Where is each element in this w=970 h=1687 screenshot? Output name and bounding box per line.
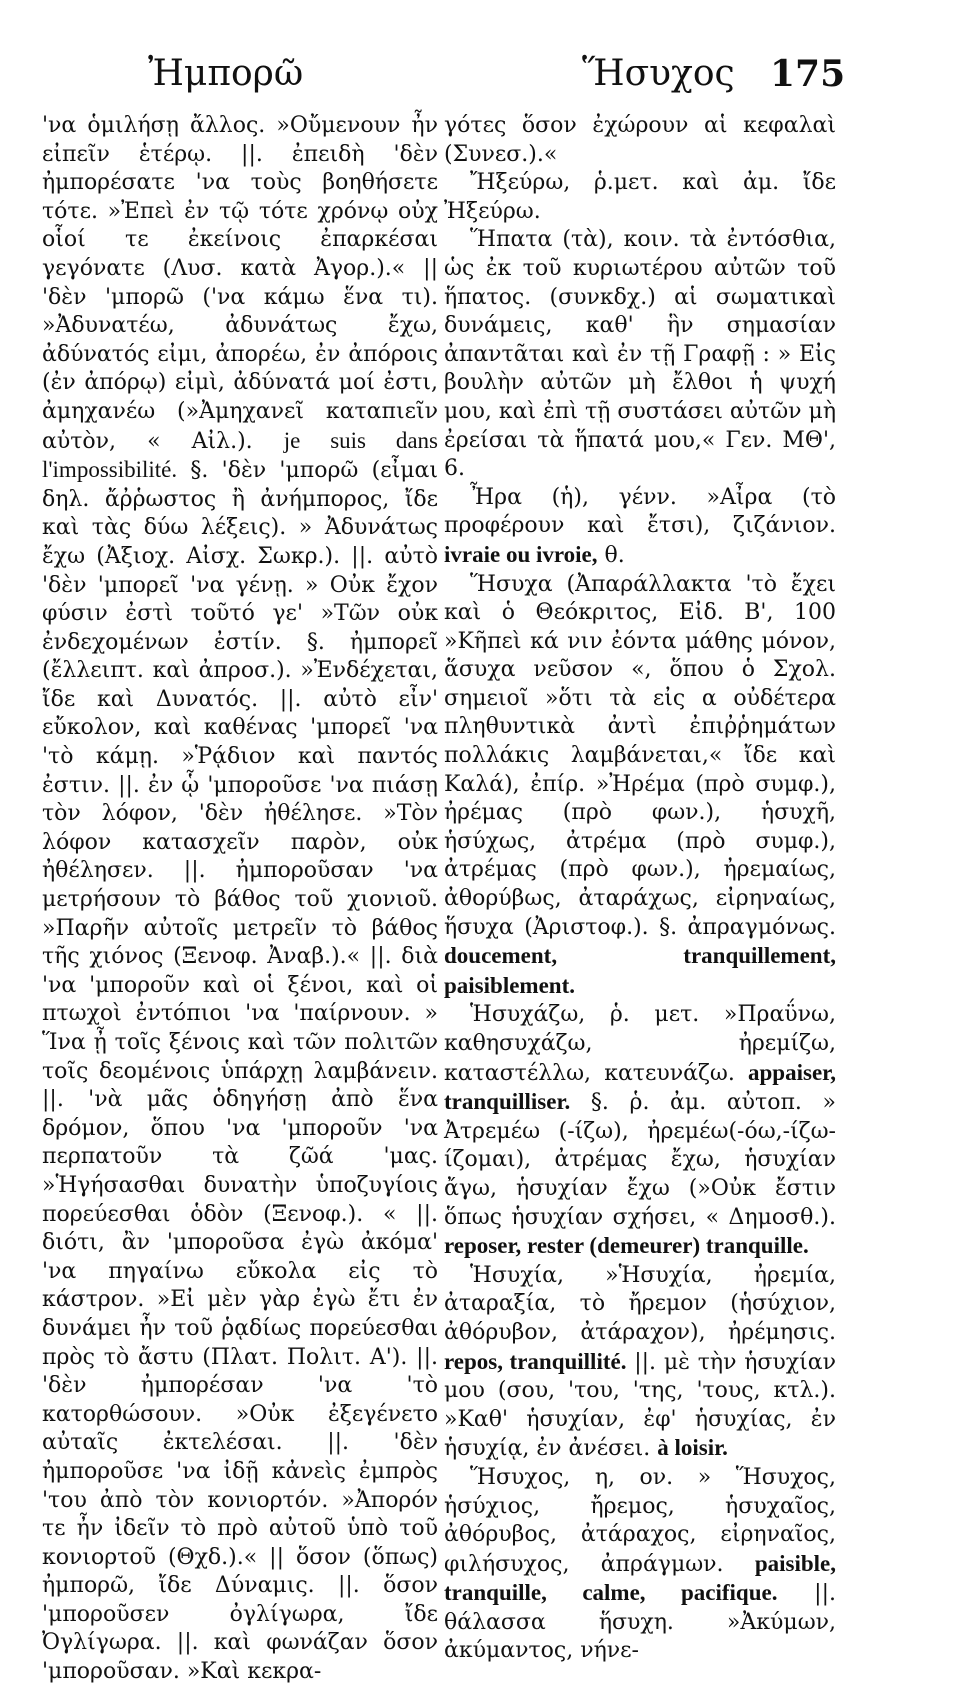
entry-text: 'να ὁμιλήσῃ ἄλλος. »Οὔμενουν ἦν εἰπεῖν ἑτέρῳ. ||. ἐπειδὴ 'δὲν ἠμπορέσατε 'να τοὺς βοηθήσετε τότε. »Ἐπεὶ ἐν τῷ τότε χρόνῳ οὐχ οἷοί τε ἐκείνοις ἐπαρκέσαι γεγόνατε (Λυσ. κατὰ Ἀγορ.).« || 'δὲν 'μπορῶ ('να κάμω ἕνα τι). »Ἀδυνατέω, ἀδυνάτως ἔχω, ἀδύνατός εἰμι, ἀπορέω, ἐν ἀπόροις (ἐν ἀπόρῳ) εἰμὶ, ἀδύνατά μοί ἐστι, ἀμηχανέω (»Ἀμηχανεῖ καταπιεῖν αὐτὸν, « Αἰλ.). bbox=[42, 113, 438, 454]
entry-text: Ἦρα (ἡ), γένν. »Αἶρα (τὸ προφέρουν καὶ ἔτσι), ζιζάνιον. bbox=[444, 484, 836, 539]
french-gloss: doucement, tranquillement, paisiblement. bbox=[444, 943, 836, 998]
french-gloss: ivraie ou ivroie, bbox=[444, 541, 598, 567]
header-left-headword: Ἠμπορῶ bbox=[148, 53, 304, 94]
entry-isycha bbox=[444, 571, 836, 1002]
entry-text: Ἡσυχάζω, ῥ. μετ. »Πραΰνω, καθησυχάζω, ἠρεμίζω, καταστέλλω, κατευνάζω. bbox=[444, 1002, 836, 1086]
entry-text: ||. θάλασσα ἥσυχη. »Ἀκύμων, ἀκύμαντος, νήνε- bbox=[444, 1581, 836, 1664]
entry-text: §. ῥ. ἀμ. αὐτοπ. » Ἀτρεμέω (-ίζω), ἠρεμέω(-όω,-ίζω-ίζομαι), ἀτρέμας ἔχω, ἡσυχίαν ἄγω, ἡσυχίαν ἔχω (»Οὐκ ἔστιν ὅπως ἡσυχίαν σχήσει, « Δημοσθ.). bbox=[444, 1090, 836, 1230]
french-gloss: reposer, rester (demeurer) tranquille. bbox=[444, 1233, 809, 1259]
entry-isychazo bbox=[444, 1001, 836, 1261]
entry-text: §. 'δὲν 'μπορῶ (εἶμαι δηλ. ἄῤῥωστος ἢ ἀνήμπορος, ἴδε καὶ τὰς δύω λέξεις). » Ἀδυνάτως ἔχω (Ἀξιοχ. Αἰσχ. Σωκρ.). ||. αὐτὸ 'δὲν 'μπορεῖ 'να γένῃ. » Οὐκ ἔχον φύσιν ἐστὶ τοῦτό γε' »Τῶν οὐκ ἐνδεχομένων ἐστίν. §. ἠμπορεῖ (ἔλλειπτ. καὶ ἀπροσ.). »Ἐνδέχεται, ἴδε καὶ Δυνατός. ||. αὐτὸ εἶν' εὔκολον, καὶ καθένας 'μπορεῖ 'να 'τὸ κάμῃ. »Ῥᾴδιον καὶ παντός ἐστιν. ||. ἐν ᾧ 'μποροῦσε 'να πιάσῃ τὸν λόφον, 'δὲν ἠθέλησε. »Τὸν λόφον κατασχεῖν παρὸν, οὐκ ἠθέλησεν. ||. ἠμποροῦσαν 'να μετρήσουν τὸ βάθος τοῦ χιονιοῦ. »Παρῆν αὐτοῖς μετρεῖν τὸ βάθος τῆς χιόνος (Ξενοφ. Ἀναβ.).« ||. διὰ 'να 'μποροῦν καὶ οἱ ξένοι, καὶ οἱ πτωχοὶ ἐντόπιοι 'να 'παίρνουν. » Ἵνα ᾖ τοῖς ξένοις καὶ τῶν πολιτῶν τοῖς δεομένοις ὑπάρχῃ λαμβάνειν. ||. 'νὰ μᾶς ὁδηγήσῃ ἀπὸ ἕνα δρόμον, ὅπου 'να 'μποροῦν 'να περπατοῦν τὰ ζῶά 'μας. »Ἡγήσασθαι δυνατὴν ὑποζυγίοις πορεύεσθαι ὁδὸν (Ξενοφ.). « ||. διότι, ἂν 'μποροῦσα ἐγὼ ἀκόμα' 'να πηγαίνω εὔκολα εἰς τὸ κάστρον. »Εἰ μὲν γὰρ ἐγὼ ἔτι ἐν δυνάμει ἦν τοῦ ῥᾳδίως πορεύεσθαι πρὸς τὸ ἄστυ (Πλατ. Πολιτ. Α'). ||. 'δὲν ἠμπορέσαν 'να 'τὸ κατορθώσουν. »Οὐκ ἐξεγένετο αὐταῖς ἐκτελέσαι. ||. 'δὲν ἠμποροῦσε 'να ἰδῇ κἀνεὶς ἐμπρὸς 'του ἀπὸ τὸν κονιορτόν. »Ἀπορόν τε ἦν ἰδεῖν τὸ πρὸ αὐτοῦ ὑπὸ τοῦ κονιορτοῦ (Θχδ.).« || ὅσον (ὅπως) ἠμπορῶ, ἴδε Δύναμις. ||. ὅσον 'μποροῦσεν ὀγλίγωρα, ἴδε Ὀγλίγωρα. ||. καὶ φωνάζαν ὅσον 'μποροῦσαν. »Καὶ κεκρα- bbox=[42, 458, 438, 1685]
entry-text: Ἡσυχία, »Ἡσυχία, ἠρεμία, ἀταραξία, τὸ ἤρεμον (ἡσύχιον, ἀθόρυβον, ἀτάραχον), ἠρέμησις. bbox=[444, 1262, 836, 1345]
entry-ixevro: Ἤξεύρω, ῥ.μετ. καὶ ἀμ. ἴδε Ἠξεύρω. bbox=[444, 170, 836, 224]
entry-text: ||. μὲ τὴν ἡσυχίαν μου (σου, 'του, 'της, 'τους, κτλ.). »Καθ' ἡσυχίαν, ἐφ' ἡσυχίας, ἐν ἡσυχίᾳ, ἐν ἀνέσει. bbox=[444, 1349, 836, 1462]
right-column bbox=[444, 112, 836, 1666]
french-gloss: appaiser, tranquilliser. bbox=[444, 1059, 836, 1115]
entry-ira bbox=[444, 484, 836, 571]
entry-isychos bbox=[444, 1464, 836, 1666]
page-number: 175 bbox=[770, 53, 846, 95]
header-right-headword: Ἥσυχος bbox=[582, 53, 735, 94]
french-gloss: je suis dans l'impossibilité. bbox=[42, 427, 438, 483]
entry-text: Ἥσυχα (Ἀπαράλλακτα 'τὸ ἔχει καὶ ὁ Θεόκριτος, Εἰδ. Β', 100 »Κῆπεὶ κά νιν ἐόντα μάθης μόνον, ἅσυχα νεῦσον «, ὅπου ὁ Σχολ. σημειοῖ »ὅτι τὰ εἰς α οὐδέτερα πληθυντικὰ ἀντὶ ἐπιῤῥημάτων πολλάκις λαμβάνεται,« ἴδε καὶ Καλά), ἐπίρ. »Ἠρέμα (πρὸ συμφ.), ἠρέμας (πρὸ φων.), ἡσυχῆ, ἡσύχως, ἀτρέμα (πρὸ συμφ.), ἀτρέμας (πρὸ φων.), ἠρεμαίως, ἀθορύβως, ἀταράχως, εἰρηναίως, ἥσυχα (Ἀριστοφ.). §. ἀπραγμόνως. bbox=[444, 571, 836, 940]
running-header bbox=[0, 50, 970, 106]
french-gloss: repos, tranquillité. bbox=[444, 1348, 627, 1374]
french-gloss: à loisir. bbox=[657, 1435, 728, 1461]
entry-isychia bbox=[444, 1262, 836, 1464]
entry-text: Ἥσυχος, η, ον. » Ἥσυχος, ἡσύχιος, ἤρεμος, ἡσυχαῖος, ἀθόρυβος, ἀτάραχος, εἰρηναῖος, φιλήσυχος, ἀπράγμων. bbox=[444, 1464, 836, 1577]
left-column bbox=[42, 112, 438, 1687]
entry-continuation bbox=[42, 112, 438, 1687]
entry-text: θ. bbox=[604, 542, 625, 568]
french-gloss: paisible, tranquille, calme, pacifique. bbox=[444, 1550, 836, 1606]
entry-ipata: Ἥπατα (τὰ), κοιν. τὰ ἐντόσθια, ὡς ἐκ τοῦ κυριωτέρου αὐτῶν τοῦ ἥπατος. (συνκδχ.) αἱ σωματικαὶ δυνάμεις, καθ' ἣν σημασίαν ἀπαντᾶται καὶ ἐν τῇ Γραφῇ : » Εἰς βουλὴν αὐτῶν μὴ ἔλθοι ἡ ψυχή μου, καὶ ἐπὶ τῇ συστάσει αὐτῶν μὴ ἐρείσαι τὰ ἥπατά μου,« Γεν. ΜΘ', 6. bbox=[444, 227, 837, 482]
entry-continuation: γότες ὅσον ἐχώρουν αἱ κεφαλαὶ (Συνεσ.).« bbox=[444, 113, 836, 167]
